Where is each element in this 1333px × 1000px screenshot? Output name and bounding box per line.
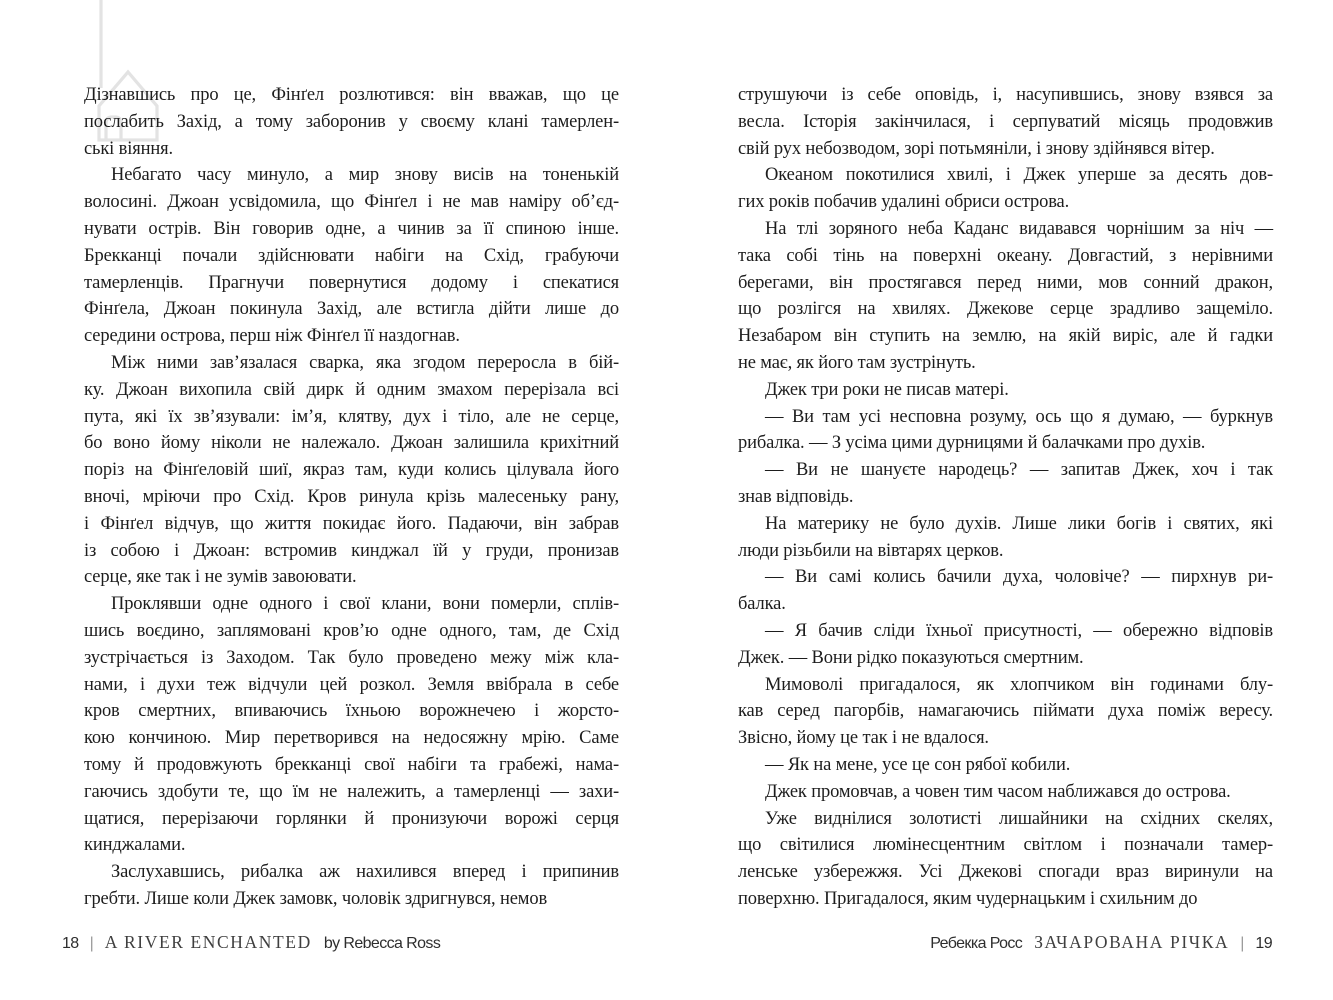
text-line: кров смертних, впиваючись їхньою ворожнечею і жорсто- [84, 701, 619, 722]
text-line: Джек. — Вони рідко показуються смертним. [738, 647, 1084, 668]
text-line: гаючись здобути те, що їм не належить, а тамерленці — захи- [84, 781, 619, 802]
text-line: Фінґела, Джоан покинула Захід, але встигла дійти лише до [84, 299, 619, 320]
text-line: пута, які їх зв’язували: ім’я, клятву, дух і тіло, але не серце, [84, 406, 619, 427]
text-line: — Ви там усі несповна розуму, ось що я думаю, — буркнув [765, 406, 1273, 427]
text-line: — Ви самі колись бачили духа, чоловіче? — пирхнув ри- [765, 567, 1273, 588]
text-line: вночі, мріючи про Схід. Кров ринула крізь малесеньку рану, [84, 486, 619, 507]
text-line: зустрічається із Заходом. Так було проведено межу між кла- [84, 647, 619, 668]
text-line: із собою і Джоан: встромив кинджал їй у груди, пронизав [84, 540, 619, 561]
paragraph [738, 457, 1273, 511]
left-page-text [84, 82, 619, 913]
page-number-right: 19 [1255, 935, 1272, 952]
paragraph [738, 806, 1273, 913]
text-line: Проклявши одне одного і свої клани, вони померли, сплів- [111, 594, 619, 615]
text-line: кинджалами. [84, 835, 186, 856]
text-line: кав серед пагорбів, намагаючись піймати духа поміж вересу. [738, 701, 1273, 722]
text-line: нувати острів. Він говорив одне, а чинив за її спиною інше. [84, 218, 619, 239]
text-line: щатися, перерізаючи горлянки й пронизуючи ворожі серця [84, 808, 619, 829]
text-line: Небагато часу минуло, а мир знову висів на тоненькій [111, 165, 619, 186]
text-line: гребти. Лише коли Джек замовк, чоловік здригнувся, немов [84, 888, 548, 909]
paragraph [84, 591, 619, 859]
left-page-footer [62, 932, 440, 953]
text-line: Мимоволі пригадалося, як хлопчиком він годинами блу- [765, 674, 1273, 695]
text-line: не має, як його там зустрінуть. [738, 352, 976, 373]
paragraph [738, 404, 1273, 458]
paragraph [84, 162, 619, 350]
text-line: люди різьбили на вівтарях церков. [738, 540, 1004, 561]
text-line: струшуючи із себе оповідь, і, насупившись, знову взявся за [738, 85, 1273, 105]
text-line: знав відповідь. [738, 486, 854, 507]
text-line: гих років побачив удалині обриси острова. [738, 192, 1070, 213]
text-line: Океаном покотилися хвилі, і Джек уперше за десять дов- [765, 165, 1273, 186]
text-line: кою кончиною. Мир перетворився на недосяжну мрію. Саме [84, 728, 619, 749]
paragraph [738, 216, 1273, 377]
text-line: нами, і духи теж відчули цей розкол. Земля ввібрала в себе [84, 674, 619, 695]
paragraph [738, 564, 1273, 618]
text-line: Незабаром він ступить на землю, на якій виріс, але й гадки [738, 326, 1273, 347]
text-line: Між ними зав’язалася сварка, яка згодом переросла в бій- [111, 352, 619, 373]
text-line: тому й продовжують брекканці свої набіги та грабежі, нама- [84, 754, 619, 775]
footer-separator-left: | [89, 935, 94, 952]
text-line: балка. [738, 594, 786, 615]
text-line: Заслухавшись, рибалка аж нахилився вперед і припинив [111, 862, 619, 883]
text-line: Брекканці почали здійснювати набіги на Схід, грабуючи [84, 245, 619, 266]
text-line: шись воєдино, заплямовані кров’ю одне одного, там, де Схід [84, 620, 619, 641]
book-author-name: Ребекка Росс [930, 935, 1023, 952]
text-line: рибалка. — З усіма цими дурницями й балачками про духів. [738, 433, 1206, 454]
text-line: Дізнавшись про це, Фінґел розлютився: він вважав, що це [84, 85, 619, 105]
text-line: волосині. Джоан усвідомила, що Фінґел і не мав наміру об’єд- [84, 192, 619, 213]
book-title-ukrainian: ЗАЧАРОВАНА РІЧКА [1034, 932, 1230, 952]
text-line: Джек три роки не писав матері. [765, 379, 1009, 400]
text-line: свій рух небозводом, зорі потьмяніли, і знову здійнявся вітер. [738, 138, 1215, 159]
text-line: така собі тінь на поверхні океану. Довгастий, з нерівними [738, 245, 1273, 266]
page-number-left: 18 [62, 935, 79, 952]
paragraph [738, 162, 1273, 216]
paragraph [84, 859, 619, 913]
paragraph [84, 350, 619, 591]
text-line: тамерленців. Прагнучи повернутися додому і спекатися [84, 272, 619, 293]
text-line: бо воно йому ніколи не належало. Джоан залишила крихітний [84, 433, 619, 454]
paragraph [84, 82, 619, 162]
text-line: ленське узбережжя. Усі Джекові спогади враз виринули на [738, 862, 1273, 883]
text-line: — Як на мене, усе це сон рябої кобили. [765, 754, 1071, 775]
book-author-byline: by Rebecca Ross [323, 935, 441, 952]
text-line: На материку не було духів. Лише лики богів і святих, які [765, 513, 1273, 534]
text-line: На тлі зоряного неба Каданс видавався чорнішим за ніч — [765, 218, 1273, 239]
text-line: ські віяння. [84, 138, 173, 159]
text-line: і Фінґел відчув, що життя покидає його. Падаючи, він забрав [84, 513, 619, 534]
book-title-english: A RIVER ENCHANTED [104, 932, 312, 952]
text-line: весла. Історія закінчилася, і серпуватий місяць продовжив [738, 111, 1273, 132]
paragraph [738, 511, 1273, 565]
text-line: Уже виднілися золотисті лишайники на східних скелях, [765, 808, 1273, 829]
paragraph [738, 618, 1273, 672]
text-line: — Я бачив сліди їхньої присутності, — обережно відповів [765, 620, 1273, 641]
text-line: середини острова, перш ніж Фінґел її наздогнав. [84, 326, 460, 347]
text-line: що світилися люмінесцентним світлом і позначали тамер- [738, 835, 1273, 856]
text-line: Джек промовчав, а човен тим часом наближався до острова. [765, 781, 1231, 802]
right-page-footer [930, 932, 1272, 953]
text-line: послабить Захід, а тому заборонив у своєму клані тамерлен- [84, 111, 619, 132]
text-line: поверхню. Пригадалося, яким чудернацьким і схильним до [738, 888, 1198, 909]
text-line: ку. Джоан вихопила свій дирк й одним змахом перерізала всі [84, 379, 619, 400]
paragraph [738, 752, 1273, 779]
paragraph [738, 779, 1273, 806]
footer-separator-right: | [1240, 935, 1245, 952]
right-page-text [738, 82, 1273, 913]
text-line: що розлігся на хвилях. Джекове серце зрадливо защеміло. [738, 299, 1273, 320]
paragraph [738, 377, 1273, 404]
paragraph [738, 82, 1273, 162]
paragraph [738, 672, 1273, 752]
text-line: поріз на Фінґеловій шиї, якраз там, куди колись цілувала його [84, 460, 619, 481]
text-line: берегами, він простягався перед ними, мов сонний дракон, [738, 272, 1273, 293]
text-line: серце, яке так і не зумів завоювати. [84, 567, 357, 588]
text-line: Звісно, йому це так і не вдалося. [738, 728, 989, 749]
text-line: — Ви не шануєте народець? — запитав Джек, хоч і так [765, 460, 1273, 481]
